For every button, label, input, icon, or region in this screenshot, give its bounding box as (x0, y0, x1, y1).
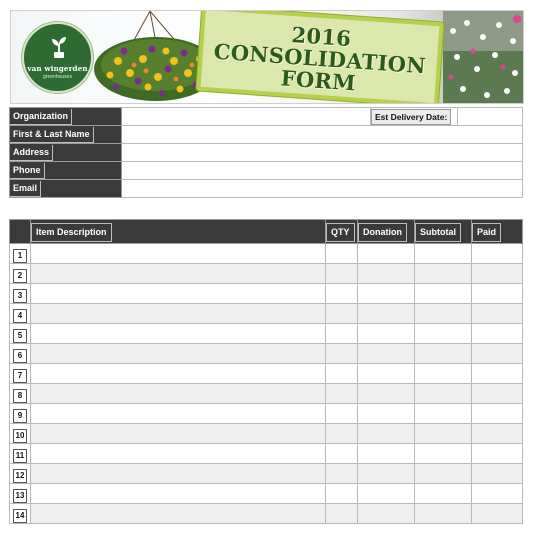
donation-cell[interactable] (358, 484, 415, 504)
table-row (10, 404, 523, 424)
paid-cell[interactable] (472, 464, 523, 484)
paid-header (472, 220, 523, 244)
paid-cell[interactable] (472, 304, 523, 324)
qty-cell[interactable] (326, 444, 358, 464)
paid-cell[interactable] (472, 284, 523, 304)
row-number-cell (10, 484, 31, 504)
table-row (10, 424, 523, 444)
qty-cell[interactable] (326, 464, 358, 484)
subtotal-cell[interactable] (415, 484, 472, 504)
row-number-cell (10, 304, 31, 324)
table-row (10, 304, 523, 324)
items-body (10, 244, 523, 524)
donation-cell[interactable] (358, 284, 415, 304)
donation-cell[interactable] (358, 444, 415, 464)
subtotal-cell[interactable] (415, 264, 472, 284)
email-field[interactable] (122, 180, 523, 198)
qty-cell[interactable] (326, 484, 358, 504)
row-number: 11 (13, 449, 27, 463)
item-description-cell[interactable] (31, 424, 326, 444)
qty-cell[interactable] (326, 324, 358, 344)
row-number-cell (10, 384, 31, 404)
table-row (10, 384, 523, 404)
subtotal-cell[interactable] (415, 404, 472, 424)
donation-cell[interactable] (358, 424, 415, 444)
contact-info-table (9, 107, 523, 198)
qty-cell[interactable] (326, 364, 358, 384)
est-delivery-field[interactable] (458, 108, 523, 126)
subtotal-cell[interactable] (415, 284, 472, 304)
form-title-frame (196, 10, 443, 104)
qty-cell[interactable] (326, 264, 358, 284)
address-field[interactable] (122, 144, 523, 162)
est-delivery-label: Est Delivery Date: (371, 109, 451, 125)
item-description-cell[interactable] (31, 504, 326, 524)
row-number: 13 (13, 489, 27, 503)
donation-cell[interactable] (358, 404, 415, 424)
email-label-cell (10, 180, 122, 198)
item-description-cell[interactable] (31, 324, 326, 344)
phone-row (10, 162, 523, 180)
paid-cell[interactable] (472, 384, 523, 404)
name-label: First & Last Name (10, 127, 94, 143)
qty-cell[interactable] (326, 344, 358, 364)
subtotal-cell[interactable] (415, 424, 472, 444)
donation-cell[interactable] (358, 344, 415, 364)
qty-cell[interactable] (326, 504, 358, 524)
row-number: 9 (13, 409, 27, 423)
item-description-cell[interactable] (31, 384, 326, 404)
table-row (10, 284, 523, 304)
donation-cell[interactable] (358, 244, 415, 264)
logo-name: van wingerden (27, 64, 88, 73)
organization-row (10, 108, 523, 126)
table-row (10, 264, 523, 284)
item-description-cell[interactable] (31, 484, 326, 504)
header-banner (10, 10, 524, 104)
qty-cell[interactable] (326, 384, 358, 404)
row-number: 14 (13, 509, 27, 523)
row-number-cell (10, 504, 31, 524)
donation-header (358, 220, 415, 244)
table-row (10, 324, 523, 344)
row-number: 12 (13, 469, 27, 483)
row-number-cell (10, 244, 31, 264)
paid-label: Paid (472, 223, 501, 242)
qty-cell[interactable] (326, 284, 358, 304)
row-number: 10 (13, 429, 27, 443)
subtotal-cell[interactable] (415, 464, 472, 484)
row-number-cell (10, 404, 31, 424)
donation-cell[interactable] (358, 324, 415, 344)
donation-cell[interactable] (358, 384, 415, 404)
paid-cell[interactable] (472, 424, 523, 444)
qty-header (326, 220, 358, 244)
address-label: Address (10, 145, 53, 161)
subtotal-cell[interactable] (415, 504, 472, 524)
qty-cell[interactable] (326, 424, 358, 444)
table-row (10, 444, 523, 464)
row-number: 8 (13, 389, 27, 403)
row-number-cell (10, 364, 31, 384)
paid-cell[interactable] (472, 324, 523, 344)
logo-subtitle: greenhouses (43, 74, 72, 80)
subtotal-cell[interactable] (415, 324, 472, 344)
donation-cell[interactable] (358, 464, 415, 484)
name-label-cell (10, 126, 122, 144)
item-description-cell[interactable] (31, 364, 326, 384)
subtotal-cell[interactable] (415, 444, 472, 464)
est-delivery-label-cell (371, 108, 458, 126)
sprout-icon (49, 35, 69, 59)
item-description-cell[interactable] (31, 284, 326, 304)
donation-cell[interactable] (358, 304, 415, 324)
items-table (9, 219, 523, 524)
qty-cell[interactable] (326, 404, 358, 424)
paid-cell[interactable] (472, 504, 523, 524)
row-number: 6 (13, 349, 27, 363)
phone-field[interactable] (122, 162, 523, 180)
row-number-header (10, 220, 31, 244)
item-description-header (31, 220, 326, 244)
table-row (10, 484, 523, 504)
subtotal-label: Subtotal (415, 223, 461, 242)
subtotal-cell[interactable] (415, 344, 472, 364)
row-number: 7 (13, 369, 27, 383)
paid-cell[interactable] (472, 364, 523, 384)
phone-label-cell (10, 162, 122, 180)
form-title: 2016 CONSOLIDATION FORM (213, 21, 427, 96)
table-row (10, 244, 523, 264)
flower-bush-image (443, 11, 524, 104)
row-number-cell (10, 264, 31, 284)
row-number-cell (10, 324, 31, 344)
subtotal-cell[interactable] (415, 244, 472, 264)
row-number-cell (10, 464, 31, 484)
paid-cell[interactable] (472, 244, 523, 264)
item-description-cell[interactable] (31, 444, 326, 464)
email-label: Email (10, 181, 41, 197)
row-number: 1 (13, 249, 27, 263)
row-number: 5 (13, 329, 27, 343)
item-description-cell[interactable] (31, 344, 326, 364)
company-logo (22, 22, 93, 93)
subtotal-cell[interactable] (415, 364, 472, 384)
paid-cell[interactable] (472, 444, 523, 464)
organization-label-cell (10, 108, 122, 126)
donation-cell[interactable] (358, 264, 415, 284)
donation-cell[interactable] (358, 504, 415, 524)
items-header-row (10, 220, 523, 244)
item-description-label: Item Description (31, 223, 112, 242)
item-description-cell[interactable] (31, 464, 326, 484)
address-label-cell (10, 144, 122, 162)
address-row (10, 144, 523, 162)
table-row (10, 464, 523, 484)
item-description-cell[interactable] (31, 304, 326, 324)
row-number-cell (10, 284, 31, 304)
row-number-cell (10, 424, 31, 444)
table-row (10, 504, 523, 524)
row-number: 3 (13, 289, 27, 303)
row-number: 4 (13, 309, 27, 323)
qty-label: QTY (326, 223, 355, 242)
table-row (10, 364, 523, 384)
subtotal-cell[interactable] (415, 384, 472, 404)
item-description-cell[interactable] (31, 404, 326, 424)
name-field[interactable] (122, 126, 523, 144)
donation-label: Donation (358, 223, 407, 242)
email-row (10, 180, 523, 198)
paid-cell[interactable] (472, 264, 523, 284)
qty-cell[interactable] (326, 304, 358, 324)
donation-cell[interactable] (358, 364, 415, 384)
qty-cell[interactable] (326, 244, 358, 264)
organization-label: Organization (10, 109, 72, 125)
subtotal-header (415, 220, 472, 244)
paid-cell[interactable] (472, 344, 523, 364)
item-description-cell[interactable] (31, 264, 326, 284)
paid-cell[interactable] (472, 404, 523, 424)
subtotal-cell[interactable] (415, 304, 472, 324)
item-description-cell[interactable] (31, 244, 326, 264)
phone-label: Phone (10, 163, 45, 179)
organization-field[interactable] (122, 108, 371, 126)
row-number-cell (10, 344, 31, 364)
table-row (10, 344, 523, 364)
row-number: 2 (13, 269, 27, 283)
paid-cell[interactable] (472, 484, 523, 504)
name-row (10, 126, 523, 144)
row-number-cell (10, 444, 31, 464)
